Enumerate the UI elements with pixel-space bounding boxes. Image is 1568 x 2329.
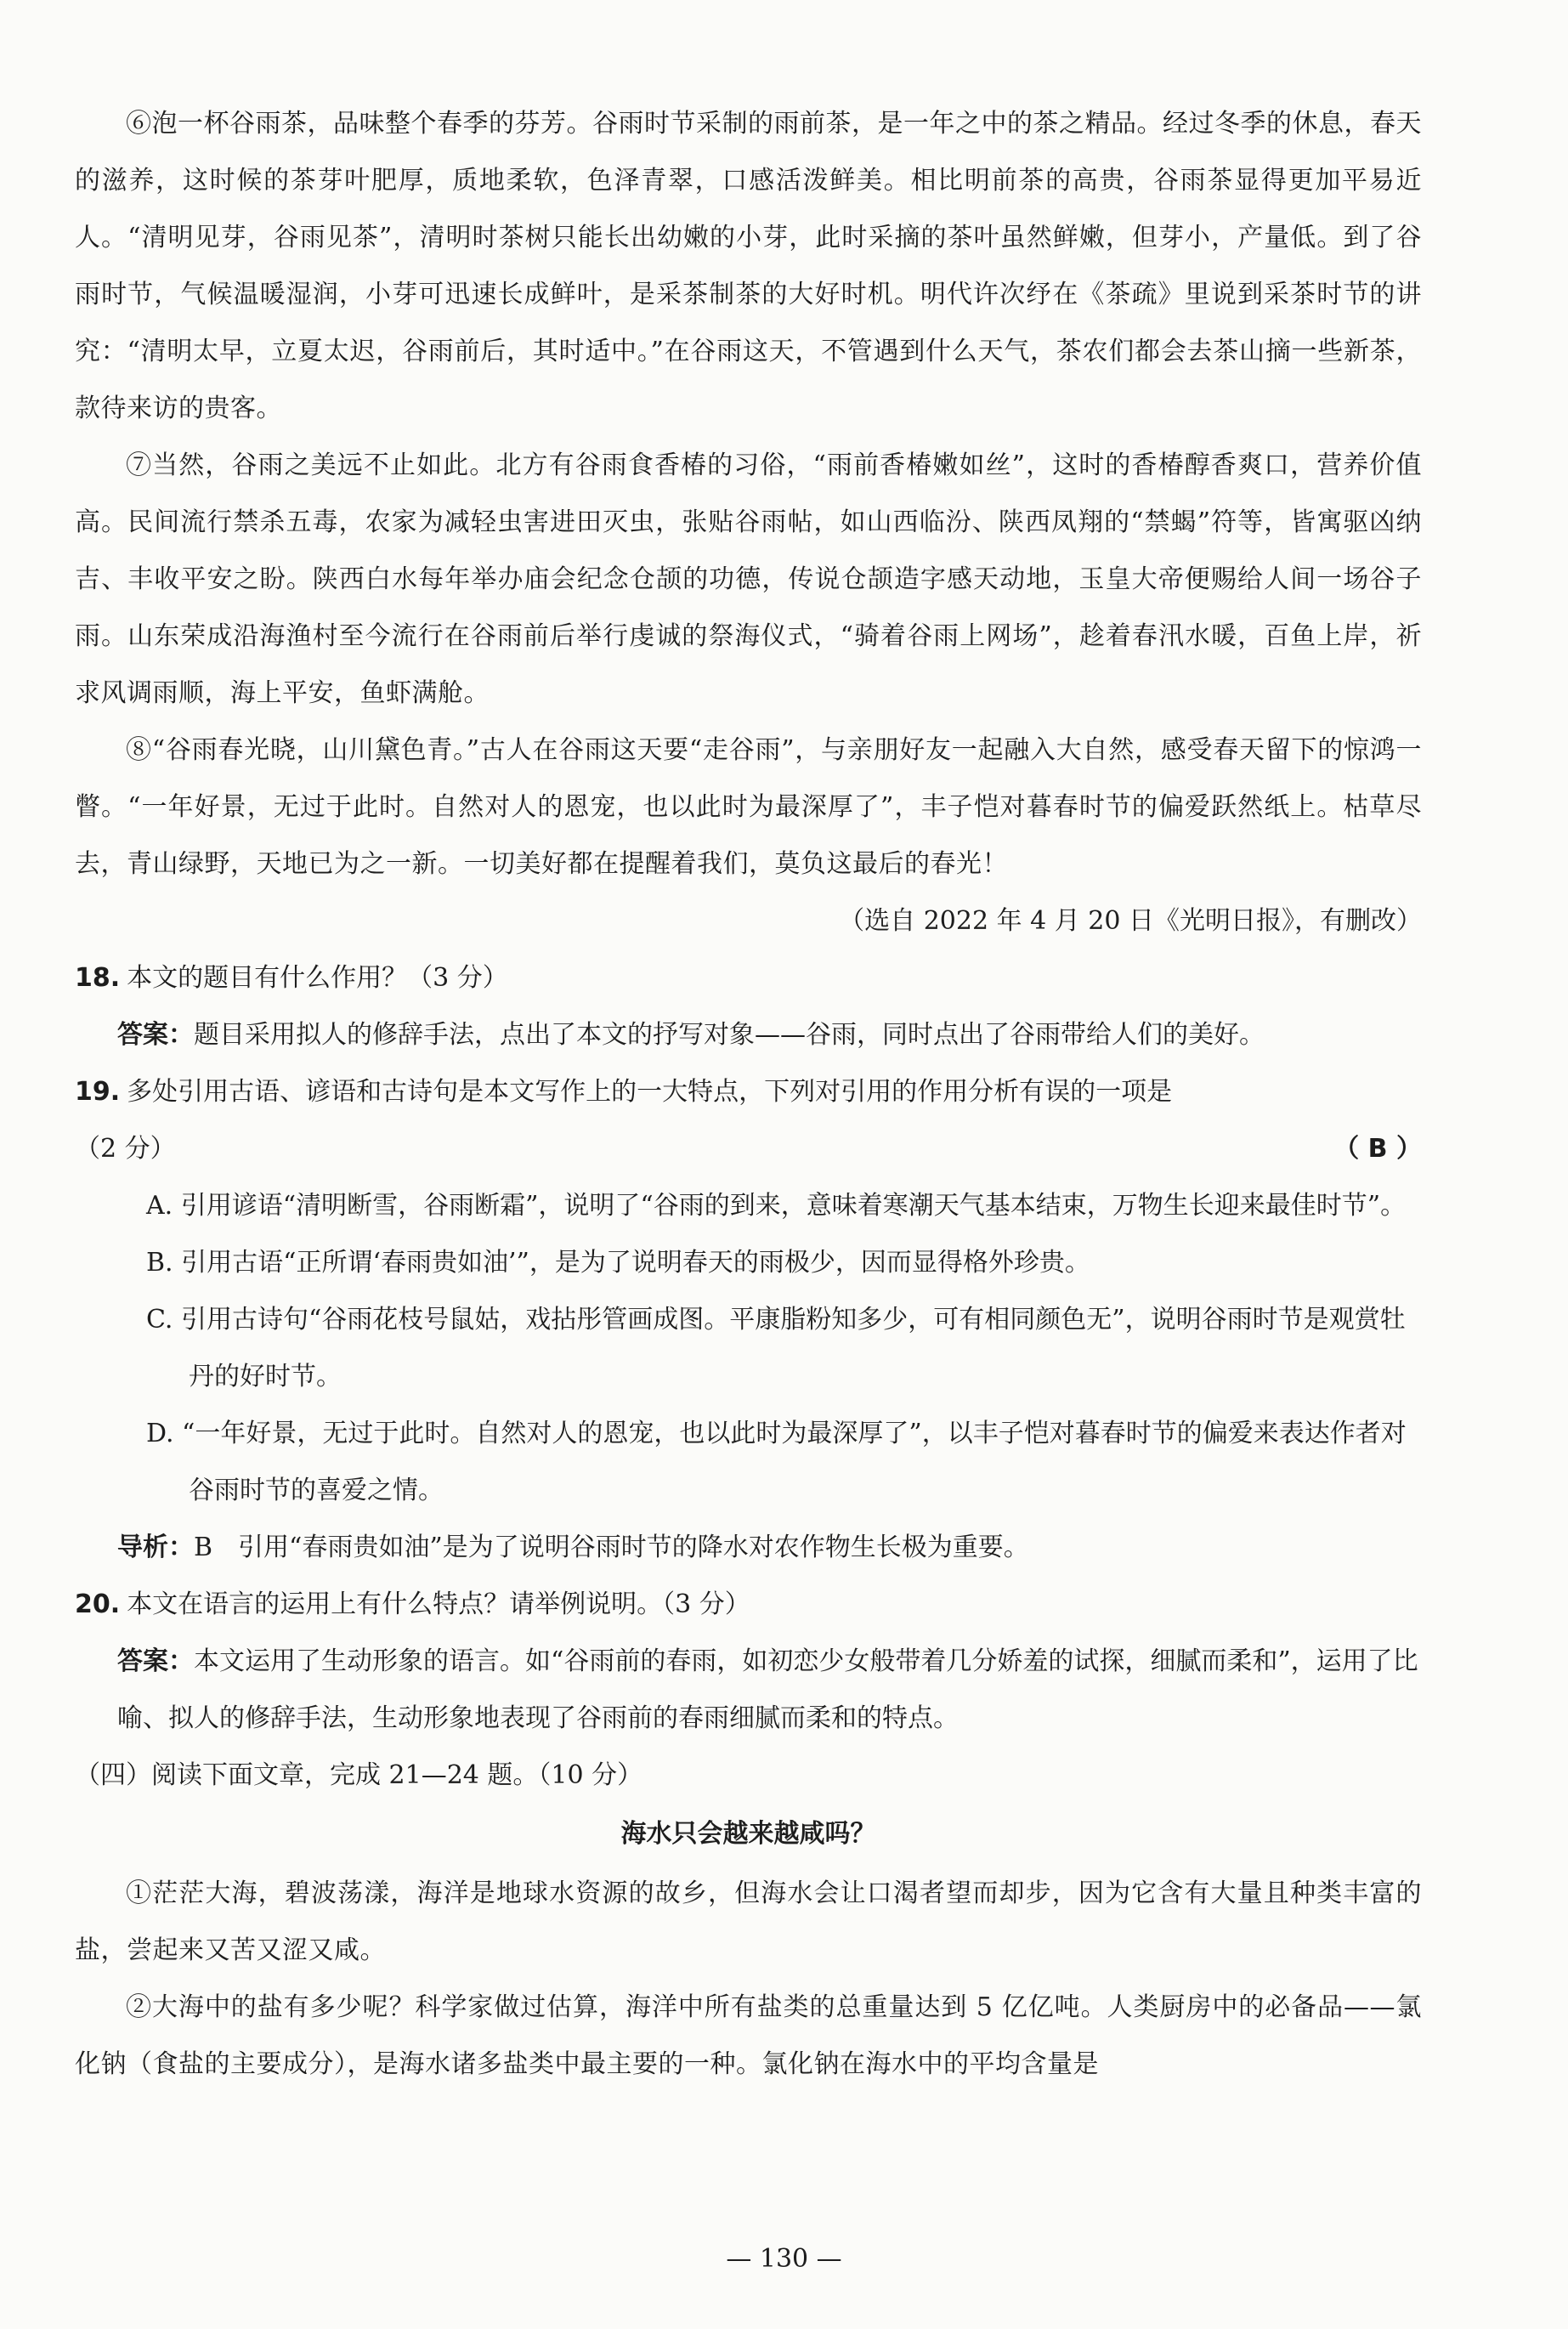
option-a: A. 引用谚语“清明断雪，谷雨断霜”，说明了“谷雨的到来，意味着寒潮天气基本结束，万物生长迎来最佳时节”。	[146, 1191, 1407, 1221]
question-20	[75, 1576, 1422, 1633]
question-18-answer	[75, 1006, 1422, 1063]
question-19-analysis	[75, 1519, 1422, 1576]
question-20-answer	[75, 1633, 1422, 1747]
page-number: — 130 —	[726, 2244, 842, 2274]
page-content	[75, 95, 1422, 2093]
question-18-text: 本文的题目有什么作用？（3 分）	[127, 963, 508, 993]
section-heading: （四）阅读下面文章，完成 21—24 题。（10 分）	[75, 1760, 643, 1790]
article-paragraph-8: ⑧“谷雨春光晓，山川黛色青。”古人在谷雨这天要“走谷雨”，与亲朋好友一起融入大自然，感受春天留下的惊鸿一瞥。“一年好景，无过于此时。自然对人的恩宠，也以此时为最深厚了”，丰子恺对暮春时节的偏爱跃然纸上。枯草尽去，青山绿野，天地已为之一新。一切美好都在提醒着我们，莫负这最后的春光！	[75, 735, 1422, 879]
question-19-score-line	[75, 1120, 1422, 1177]
question-20-number: 20.	[75, 1590, 121, 1619]
question-20-text: 本文在语言的运用上有什么特点？请举例说明。（3 分）	[127, 1590, 750, 1619]
answer-text: 题目采用拟人的修辞手法，点出了本文的抒写对象——谷雨，同时点出了谷雨带给人们的美好。	[194, 1020, 1265, 1050]
question-18-number: 18.	[75, 963, 121, 993]
answer-label: 答案：	[117, 1020, 194, 1050]
analysis-label: 导析：	[117, 1533, 194, 1562]
option-c: C. 引用古诗句“谷雨花枝号鼠姑，戏拈彤管画成图。平康脂粉知多少，可有相同颜色无”，说明谷雨时节是观赏牡丹的好时节。	[146, 1305, 1406, 1391]
article-paragraph-6: ⑥泡一杯谷雨茶，品味整个春季的芬芳。谷雨时节采制的雨前茶，是一年之中的茶之精品。经过冬季的休息，春天的滋养，这时候的茶芽叶肥厚，质地柔软，色泽青翠，口感活泼鲜美。相比明前茶的高贵，谷雨茶显得更加平易近人。“清明见芽，谷雨见茶”，清明时茶树只能长出幼嫩的小芽，此时采摘的茶叶虽然鲜嫩，但芽小，产量低。到了谷雨时节，气候温暖湿润，小芽可迅速长成鲜叶，是采茶制茶的大好时机。明代许次纾在《茶疏》里说到采茶时节的讲究：“清明太早，立夏太迟，谷雨前后，其时适中。”在谷雨这天，不管遇到什么天气，茶农们都会去茶山摘一些新茶，款待来访的贵客。	[75, 109, 1422, 423]
answer-label: 答案：	[117, 1646, 194, 1676]
question-19-text: 多处引用古语、谚语和古诗句是本文写作上的一大特点，下列对引用的作用分析有误的一项是	[127, 1077, 1173, 1107]
section-paragraph-2: ②大海中的盐有多少呢？科学家做过估算，海洋中所有盐类的总重量达到 5 亿亿吨。人类厨房中的必备品——氯化钠（食盐的主要成分），是海水诸多盐类中最主要的一种。氯化钠在海水中的平均含量是	[75, 1992, 1422, 2079]
question-19	[75, 1063, 1422, 1120]
article-title: 海水只会越来越咸吗？	[620, 1819, 876, 1849]
analysis-text: B 引用“春雨贵如油”是为了说明谷雨时节的降水对农作物生长极为重要。	[194, 1533, 1029, 1562]
article-paragraph-7: ⑦当然，谷雨之美远不止如此。北方有谷雨食香椿的习俗，“雨前香椿嫩如丝”，这时的香椿醇香爽口，营养价值高。民间流行禁杀五毒，农家为减轻虫害进田灭虫，张贴谷雨帖，如山西临汾、陕西凤翔的“禁蝎”符等，皆寓驱凶纳吉、丰收平安之盼。陕西白水每年举办庙会纪念仓颉的功德，传说仓颉造字感天动地，玉皇大帝便赐给人间一场谷子雨。山东荣成沿海渔村至今流行在谷雨前后举行虔诚的祭海仪式，“骑着谷雨上网场”，趁着春汛水暖，百鱼上岸，祈求风调雨顺，海上平安，鱼虾满舱。	[75, 450, 1422, 708]
question-18	[75, 949, 1422, 1006]
answer-text: 本文运用了生动形象的语言。如“谷雨前的春雨，如初恋少女般带着几分娇羞的试探，细腻而柔和”，运用了比喻、拟人的修辞手法，生动形象地表现了谷雨前的春雨细腻而柔和的特点。	[117, 1646, 1418, 1733]
option-b: B. 引用古语“正所谓‘春雨贵如油’”，是为了说明春天的雨极少，因而显得格外珍贵。	[146, 1248, 1090, 1278]
question-19-score: （2 分）	[75, 1134, 176, 1164]
article-source: （选自 2022 年 4 月 20 日《光明日报》，有删改）	[839, 906, 1422, 936]
question-19-options	[75, 1177, 1422, 1519]
option-d: D. “一年好景，无过于此时。自然对人的恩宠，也以此时为最深厚了”，以丰子恺对暮春时节的偏爱来表达作者对谷雨时节的喜爱之情。	[146, 1419, 1407, 1505]
question-19-choice: （ B ）	[1333, 1134, 1422, 1164]
section-paragraph-1: ①茫茫大海，碧波荡漾，海洋是地球水资源的故乡，但海水会让口渴者望而却步，因为它含有大量且种类丰富的盐，尝起来又苦又涩又咸。	[75, 1878, 1422, 1965]
question-19-number: 19.	[75, 1077, 121, 1107]
